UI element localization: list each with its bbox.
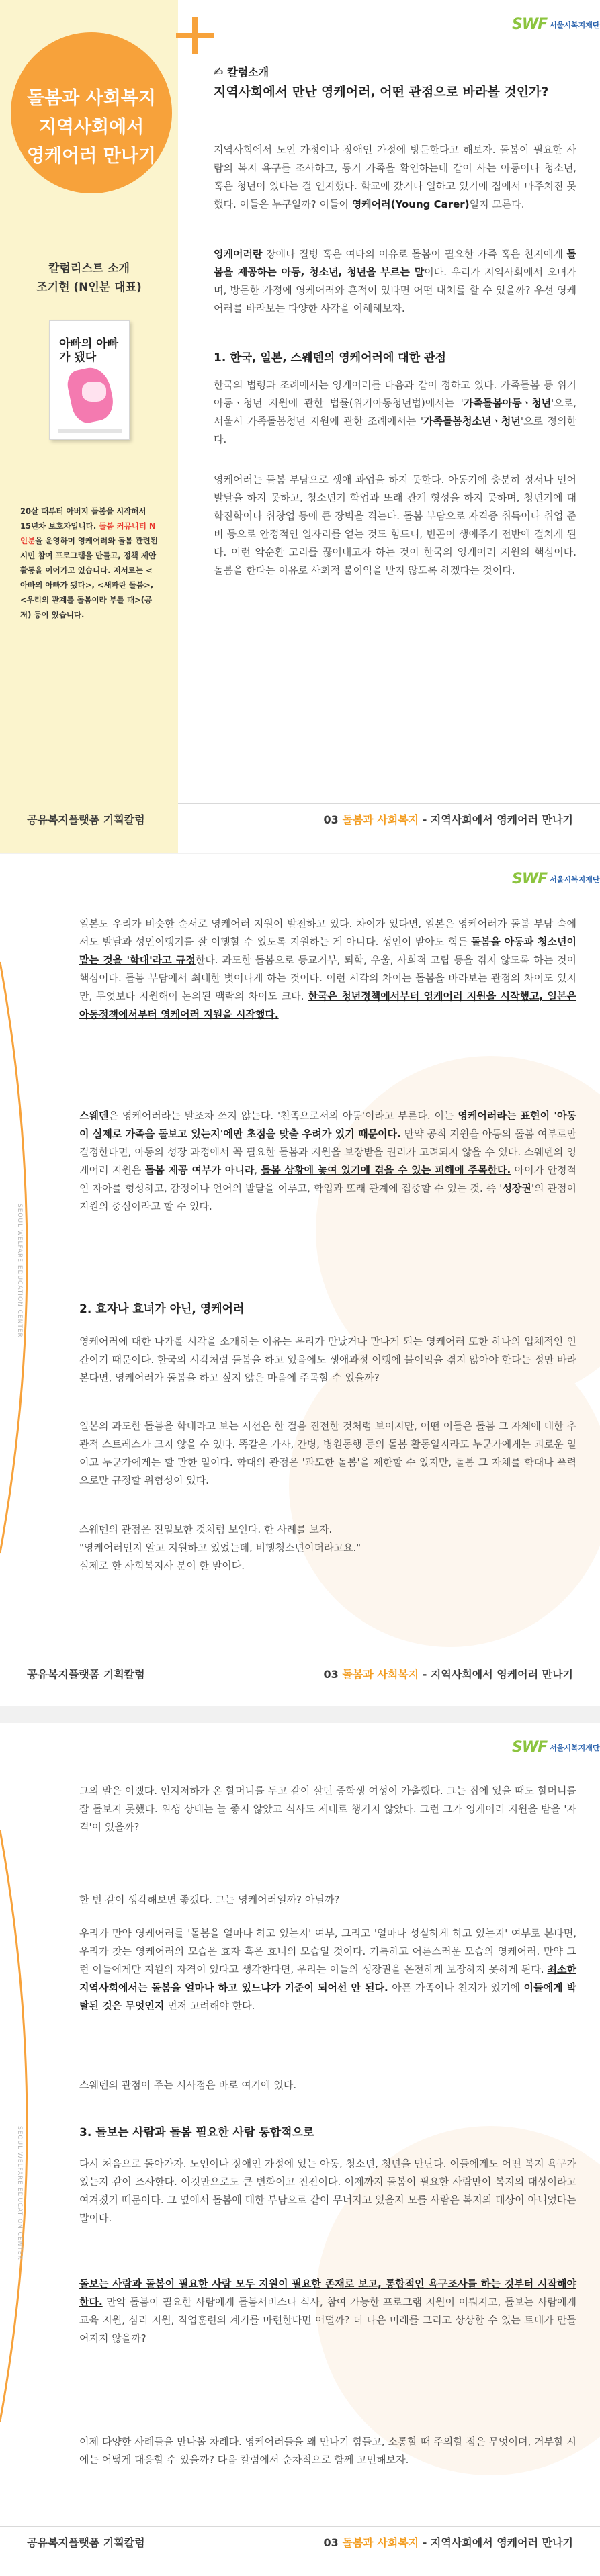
para-text: '의 관점이 지원의 중심이라고 할 수 있다. — [79, 1182, 576, 1212]
para-bold: 성장권 — [502, 1182, 531, 1194]
footer-number: 03 — [323, 813, 339, 826]
logo-mark: SWF — [512, 871, 548, 887]
page-footer — [0, 1658, 600, 1689]
paragraph — [79, 915, 576, 1024]
para-text: 아픈 가족이나 친지가 있기에 — [388, 1982, 524, 1994]
footer-title — [324, 811, 573, 827]
columnist-role: 칼럼리스트 소개 — [48, 262, 130, 275]
section-heading: 3. 돌보는 사람과 돌봄 필요한 사람 통합적으로 — [79, 2126, 314, 2139]
logo-text: 서울시복지재단 — [550, 875, 600, 884]
para-bold: 가족돌봄청소년ㆍ청년 — [423, 415, 521, 427]
bio-text-2: 을 운영하며 영케어러와 돌봄 관련된 시민 참여 프로그램을 만들고, 정책 제안 활동을 이어가고 있습니다. 저서로는 <아빠의 아빠가 됐다>, <새파란 돌봄>, <우리의 관계를 돌봄이라 부를 때>(공저) 등이 있습니다. — [20, 536, 158, 619]
page-3 — [0, 1723, 600, 2576]
paragraph: 다시 처음으로 돌아가자. 노인이나 장애인 가정에 있는 아동, 청소년, 청년을 만난다. 이들에게도 어떤 복지 욕구가 있는지 같이 조사한다. 이것만으로도 큰 변화이고 진전이다. 이제까지 돌봄이 필요한 사람만이 복지의 대상이라고 여겨졌기 때문이다. 그 옆에서 돌봄에 대한 부담으로 같이 무너지고 있을지 모를 사람은 복지의 대상이 아니었다는 말이다. — [79, 2158, 576, 2224]
para-bold: 영케어러란 — [214, 248, 263, 260]
footer-title — [324, 1666, 573, 1681]
para-text: 만약 돌봄이 필요한 사람에게 돌봄서비스나 식사, 참여 가능한 프로그램 지원이 이뤄지고, 돌보는 사람에게 교육 지원, 심리 지원, 직업훈련의 계기를 마련한다면 어떨까? 더 나은 미래를 그리고 상상할 수 있는 토대가 만들어지지 않을까? — [79, 2296, 576, 2344]
logo-text: 서울시복지재단 — [550, 20, 600, 30]
book-footer-strip — [58, 429, 122, 433]
footer-series: 공유복지플랫폼 기획칼럼 — [27, 2536, 145, 2549]
para-text: 실제로 한 사회복지사 분이 한 말이다. — [79, 1560, 245, 1572]
column-title: 지역사회에서 만난 영케어러, 어떤 관점으로 바라볼 것인가? — [214, 85, 549, 99]
para-bold: 돌봄 제공 여부가 아니라 — [144, 1164, 255, 1176]
column-label-text: 칼럼소개 — [227, 66, 269, 79]
foundation-logo — [512, 871, 600, 887]
logo-text: 서울시복지재단 — [550, 1743, 600, 1752]
column-label — [214, 64, 269, 79]
logo-mark: SWF — [512, 1739, 548, 1756]
paragraph — [79, 1521, 576, 1575]
footer-title-highlight: 돌봄과 사회복지 — [342, 1668, 419, 1681]
footer-title — [324, 2534, 573, 2550]
para-text: 만약 공적 지원을 아동의 돌봄 여부로만 결정한다면, 아동의 성장 과정에서 꼭 필요한 돌봄과 지원을 보장받을 권리가 고려되지 않을 수 있다. 스웨덴의 영케어러 지원은 — [79, 1128, 576, 1176]
columnist-bio — [20, 504, 159, 622]
paragraph — [79, 1107, 576, 1216]
footer-title-rest: - 지역사회에서 영케어러 만나기 — [419, 2536, 573, 2549]
page-footer — [0, 803, 600, 834]
book-cover — [49, 320, 130, 440]
para-underline: 한국은 청년정책에서부터 영케어러 지원을 시작했고, 일본은 아동정책에서부터 영케어러 지원을 시작했다. — [79, 990, 577, 1020]
para-text: 스웨덴의 관점은 진일보한 것처럼 보인다. 한 사례를 보자. — [79, 1523, 333, 1536]
foundation-logo — [512, 16, 600, 33]
para-text: 먼저 고려해야 한다. — [164, 2000, 255, 2012]
para-bold: 스웨덴 — [79, 1110, 109, 1122]
footer-title-rest: - 지역사회에서 영케어러 만나기 — [419, 1668, 573, 1681]
para-text: 이다. 우리가 지역사회에서 오며가며, 방문한 가정에 영케어러와 흔적이 있다면 어떤 대처를 할 수 있을까? 우선 영케어러를 바라보는 다양한 사각을 이해해보자. — [214, 266, 576, 314]
para-underline: 돌보는 사람과 돌봄이 필요한 사람 모두 지원이 필요한 존재로 보고, 통합적인 욕구조사를 하는 것부터 시작해야 한다. — [79, 2278, 576, 2308]
paragraph: 스웨덴의 관점이 주는 시사점은 바로 여기에 있다. — [79, 2079, 297, 2091]
para-text: 은 영케어러라는 말조차 쓰지 않는다. '친족으로서의 아동'이라고 부른다. 이는 — [108, 1110, 458, 1122]
columnist-sidebar — [0, 0, 178, 853]
paragraph — [214, 245, 576, 318]
paragraph — [79, 2275, 576, 2348]
footer-number: 03 — [323, 2536, 339, 2549]
foundation-logo — [512, 1739, 600, 1756]
page-2 — [0, 854, 600, 1706]
para-text: 일본도 우리가 비슷한 순서로 영케어러 지원이 발전하고 있다. 차이가 있다면, 일본은 영케어러가 돌봄 부담 속에서도 발달과 성인이행기를 잘 이행할 수 있도록 지원하는 게 아니다. 성인이 맡아도 힘든 — [79, 918, 576, 948]
para-text: 아이가 안정적인 자아를 형성하고, 감정이나 언어의 발달을 이루고, 학업과 또래 관계에 집중할 수 있는 것. 즉 ' — [79, 1164, 576, 1194]
footer-title-highlight: 돌봄과 사회복지 — [342, 813, 419, 826]
para-text: 지역사회에서 노인 가정이나 장애인 가정에 방문한다고 해보자. 돌봄이 필요한 사람의 복지 욕구를 조사하고, 동거 가족을 확인하는데 같이 사는 아동이나 청소년, 혹은 청년이 있다는 걸 인지했다. 학교에 갔거나 일하고 있기에 집에서 마주치진 못했다. 이들은 누구일까? 이들이 — [214, 144, 576, 210]
title-line-3: 영케어러 만나기 — [27, 146, 156, 167]
para-bold: 가족돌봄아동ㆍ청년 — [463, 397, 552, 409]
paragraph: 영케어러에 대한 나가볼 시각을 소개하는 이유는 우리가 만났거나 만나게 되는 영케어러 또한 하나의 입체적인 인간이기 때문이다. 한국의 시각처럼 돌봄을 하고 있음에도 생애과정 이행에 불이익을 겪지 않아야 한다는 정만 바라본다면, 영케어러가 돌봄을 하고 싶지 않은 마음에 주목할 수 있을까? — [79, 1335, 576, 1384]
footer-series: 공유복지플랫폼 기획칼럼 — [27, 813, 145, 826]
footer-title-rest: - 지역사회에서 영케어러 만나기 — [419, 813, 573, 826]
paragraph — [214, 141, 576, 214]
vertical-side-label: SEOUL WELFARE EDUCATION CENTER — [16, 1204, 23, 1338]
book-illustration-highlight — [82, 382, 106, 402]
pen-icon: ✍ — [214, 64, 224, 79]
para-underline: 최소한 지역사회에서는 돌봄을 얼마나 하고 있느냐가 기준이 되어선 안 된다. — [79, 1963, 576, 1994]
section-heading: 1. 한국, 일본, 스웨덴의 영케어러에 대한 관점 — [214, 351, 446, 365]
book-title: 아빠의 아빠가 됐다 — [59, 337, 119, 364]
page-1 — [0, 0, 600, 853]
para-text: , — [254, 1164, 261, 1176]
para-text: 일지 모른다. — [469, 198, 525, 210]
paragraph: 이제 다양한 사례들을 만나볼 차례다. 영케어러들을 왜 만나기 힘들고, 소통할 때 주의할 점은 무엇이며, 거부할 시에는 어떻게 대응할 수 있을까? 다음 칼럼에서 순차적으로 함께 고민해보자. — [79, 2436, 576, 2466]
bio-community-name: 돌봄 커뮤니티 N인분 — [20, 521, 156, 545]
paragraph: 한 번 같이 생각해보면 좋겠다. 그는 영케어러일까? 아닐까? — [79, 1894, 340, 1906]
para-underline: 돌봄 상황에 놓여 있기에 겪을 수 있는 피해에 주목한다. — [261, 1164, 511, 1176]
paragraph: 영케어러는 돌봄 부담으로 생애 과업을 하지 못한다. 아동기에 충분히 정서나 언어 발달을 하지 못하고, 청소년기 학업과 또래 관계 형성을 하지 못하며, 청년기에 대학진학이나 취창업 등에 큰 장벽을 겪는다. 돌봄 부담으로 자격증 취득이나 취업 준비 등으로 안정적인 일자리를 얻는 것도 힘드니, 빈곤이 생애주기 전반에 걸치게 된다. 이런 악순환 고리를 끊어내고자 하는 것이 한국의 영케어러 지원의 핵심이다. 돌봄을 한다는 이유로 사회적 불이익을 받지 않도록 하겠다는 것이다. — [214, 474, 576, 576]
column-main-title — [12, 84, 171, 171]
columnist-name: 조기현 (N인분 대표) — [36, 281, 142, 294]
page-footer — [0, 2526, 600, 2557]
orange-side-curve — [0, 1723, 60, 2522]
para-bold: 돌봄을 제공하는 아동, 청소년, 청년을 부르는 말 — [214, 248, 576, 278]
vertical-side-label: SEOUL WELFARE EDUCATION CENTER — [16, 2126, 23, 2260]
para-text: 한국의 법령과 조례에서는 영케어러를 다음과 같이 정하고 있다. 가족돌봄 등 위기 아동ㆍ청년 지원에 관한 법률(위기아동청년법)에서는 ' — [214, 379, 576, 409]
para-bold: 영케어러라는 표현이 '아동이 실제로 가족을 돌보고 있는지'에만 초점을 맞출 우려가 있기 때문이다. — [79, 1110, 577, 1140]
para-text: 장애나 질병 혹은 여타의 이유로 돌봄이 필요한 가족 혹은 친지에게 — [262, 248, 567, 260]
footer-title-highlight: 돌봄과 사회복지 — [342, 2536, 419, 2549]
para-bold: 이들에게 박탈된 것은 무엇인지 — [79, 1982, 576, 2012]
para-text: '으로, 서울시 가족돌봄청년 지원에 관한 조례에서는 ' — [214, 397, 576, 427]
paragraph — [79, 1924, 576, 2015]
bio-text-1: 20살 때부터 아버지 돌봄을 시작해서 15년차 보호자입니다. — [20, 506, 146, 531]
para-quote: "영케어러인지 알고 지원하고 있었는데, 비행청소년이더라고요." — [79, 1542, 361, 1554]
para-text: 우리가 만약 영케어러를 '돌봄을 얼마나 하고 있는지' 여부, 그리고 '얼마나 성실하게 하고 있는지' 여부로 본다면, 우리가 찾는 영케어러의 모습은 효자 혹은 효녀의 모습일 것이다. 기특하고 어른스러운 모습의 영케어러. 만약 그런 이들에게만 지원의 자격이 있다고 생각한다면, 우리는 이들의 성장권을 온전하게 보장하지 못하게 된다. — [79, 1927, 576, 1975]
page-separator — [0, 1706, 600, 1723]
para-bold: 영케어러(Young Carer) — [351, 198, 470, 210]
footer-number: 03 — [323, 1668, 339, 1681]
title-line-2: 지역사회에서 — [38, 117, 144, 138]
paragraph: 그의 말은 이랬다. 인지저하가 온 할머니를 두고 같이 살던 중학생 여성이 가출했다. 그는 집에 있을 때도 할머니를 잘 돌보지 못했다. 위생 상태는 늘 좋지 않았고 식사도 제대로 챙기지 않았다. 그런 그가 영케어러 지원을 받을 '자격'이 있을까? — [79, 1785, 576, 1833]
para-underline: 돌봄을 아동과 청소년이 맡는 것을 '학대'라고 규정 — [79, 936, 576, 966]
logo-mark: SWF — [512, 16, 548, 33]
footer-series: 공유복지플랫폼 기획칼럼 — [27, 1668, 145, 1681]
para-text: '으로 정의한다. — [214, 415, 576, 445]
plus-decoration-icon — [176, 17, 214, 54]
paragraph — [214, 376, 576, 449]
para-text: 한다. 과도한 돌봄으로 등교거부, 퇴학, 우울, 사회적 고립 등을 겪지 않도록 하는 것이 핵심이다. 돌봄 부담에서 최대한 벗어나게 하는 것이다. 이런 시각의 차이는 돌봄을 바라보는 관점의 차이도 있지만, 무엇보다 지원해이 논의된 맥락의 차이도 크다. — [79, 954, 576, 1002]
title-line-1: 돌봄과 사회복지 — [27, 88, 156, 109]
paragraph: 일본의 과도한 돌봄을 학대라고 보는 시선은 한 걸음 진전한 것처럼 보이지만, 어떤 이들은 돌봄 그 자체에 대한 추관적 스트레스가 크지 않을 수 있다. 똑같은 가사, 간병, 병원동행 등의 돌봄 활동일지라도 누군가에게는 괴로운 일이고 누군가에게는 할 만한 일이다. 학대의 관점은 '과도한 돌봄'을 제한할 수 있지만, 돌봄 그 자체를 학대나 폭력으로만 규정할 위험성이 있다. — [79, 1420, 576, 1486]
section-heading: 2. 효자나 효녀가 아닌, 영케어러 — [79, 1302, 245, 1316]
